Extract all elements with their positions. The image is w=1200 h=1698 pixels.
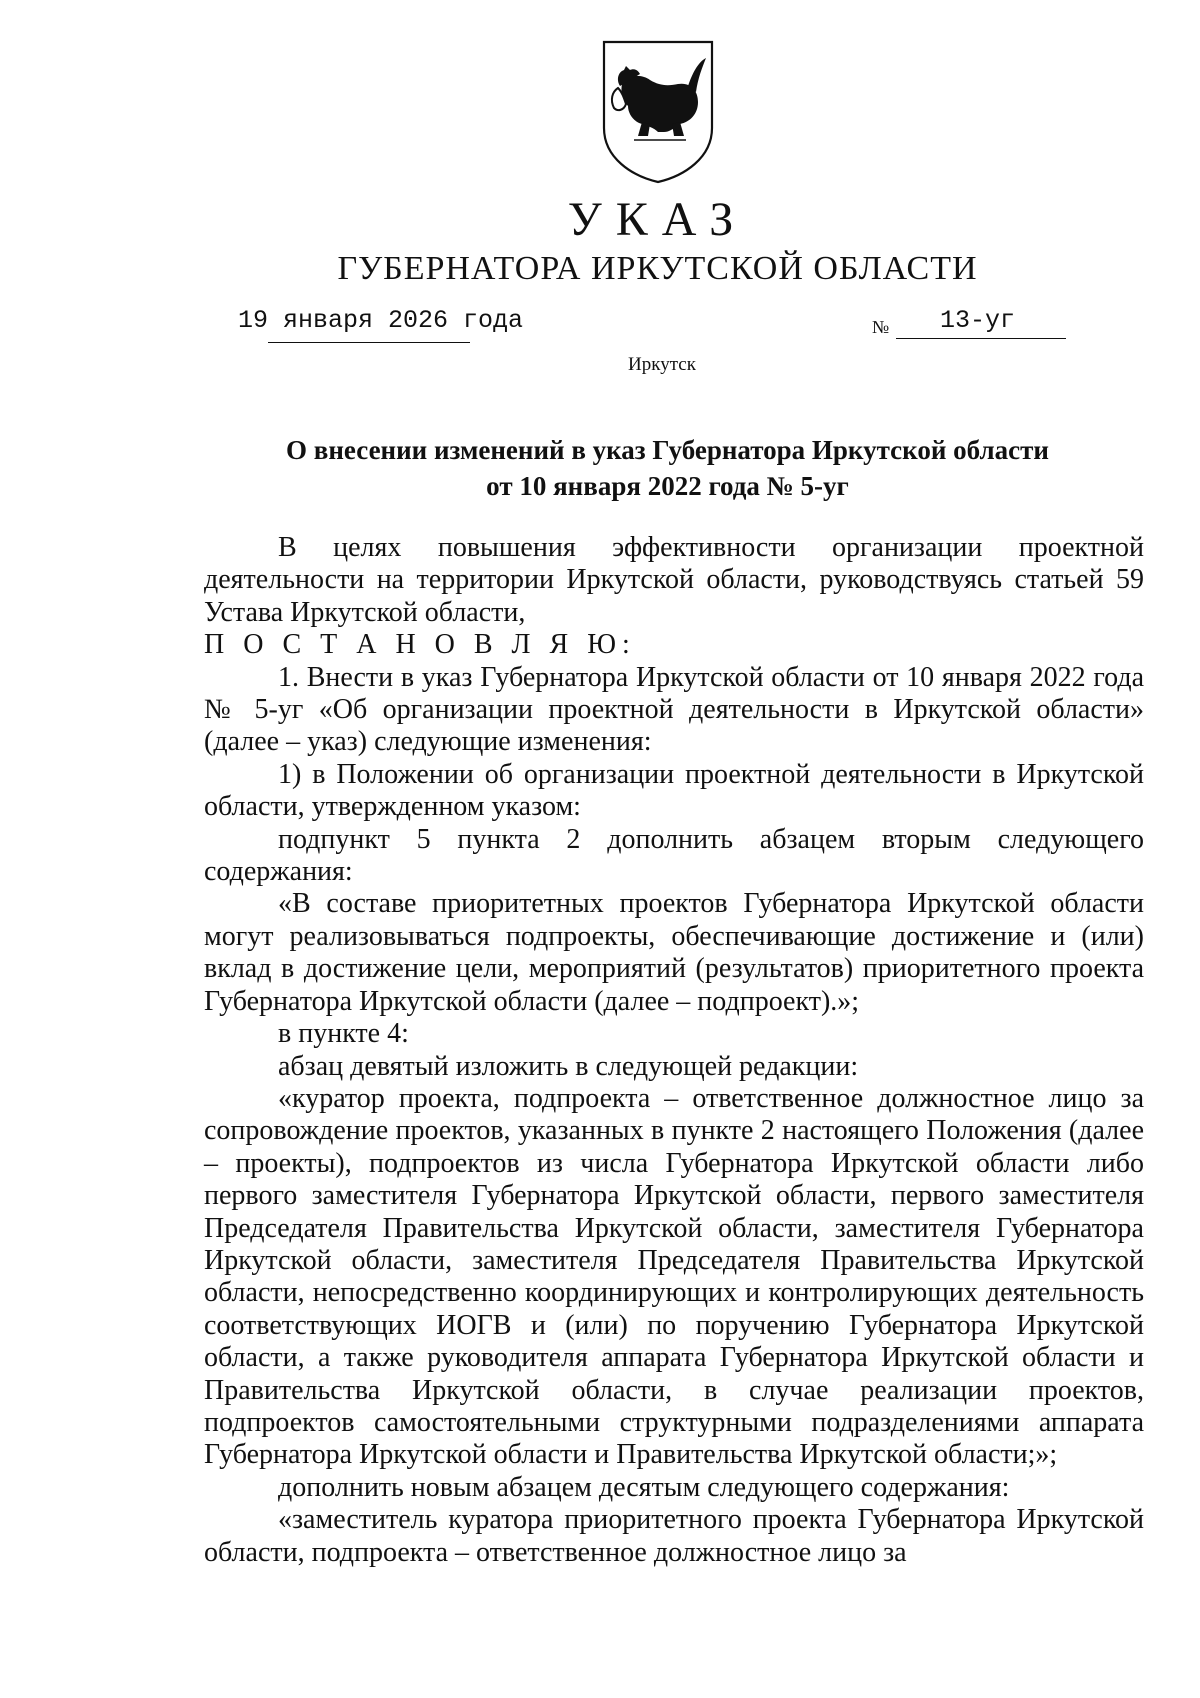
coat-of-arms-icon xyxy=(598,36,718,186)
body-paragraph: дополнить новым абзацем десятым следующего содержания: xyxy=(278,1471,1010,1503)
body-paragraph: «куратор проекта, подпроекта – ответственное должностное лицо за сопровождение проектов, указанных в пункте 2 настоящего Положения (далее – проекты), подпроектов из числа Губернатора Иркутской области либо первого заместителя Губернатора Иркутской области, первого заместителя Председателя Правительства Иркутской области, заместителя Губернатора Иркутской области, заместителя Председателя Правительства Иркутской области, непосредственно координирующих и контролирующих деятельность соответствующих ИОГВ и (или) по поручению Губернатора Иркутской области, а также руководителя аппарата Губернатора Иркутской области и Правительства Иркутской области, в случае реализации проектов, подпроектов самостоятельными структурными подразделениями аппарата Губернатора Иркутской области и Правительства Иркутской области;»; xyxy=(204,1082,1144,1471)
preamble: В целях повышения эффективности организации проектной деятельности на территории Иркутской области, руководствуясь статьей 59 Устава Иркутской области, xyxy=(204,532,1144,628)
document-body xyxy=(204,532,1144,1569)
body-paragraph: 1) в Положении об организации проектной деятельности в Иркутской области, утвержденном указом: xyxy=(204,758,1144,823)
subject-line-2: от 10 января 2022 года № 5-уг xyxy=(486,471,849,501)
subject-line-1: О внесении изменений в указ Губернатора Иркутской области xyxy=(286,435,1049,465)
decree-word: П О С Т А Н О В Л Я Ю: xyxy=(204,629,636,661)
document-date: 19 января 2026 года xyxy=(238,306,524,335)
number-sign: № xyxy=(872,317,890,337)
document-title: УКАЗ xyxy=(567,193,748,246)
date-underline xyxy=(268,342,470,343)
document-subject xyxy=(200,432,1135,504)
document-city: Иркутск xyxy=(628,354,696,375)
body-paragraph: в пункте 4: xyxy=(278,1018,409,1050)
document-number: 13-уг xyxy=(940,306,1016,335)
body-paragraph: 1. Внести в указ Губернатора Иркутской области от 10 января 2022 года № 5-уг «Об организации проектной деятельности в Иркутской области» (далее – указ) следующие изменения: xyxy=(204,661,1144,758)
number-underline xyxy=(896,338,1066,339)
body-paragraph: «В составе приоритетных проектов Губернатора Иркутской области могут реализовываться подпроекты, обеспечивающие достижение и (или) вклад в достижение цели, мероприятий (результатов) приоритетного проекта Губернатора Иркутской области (далее – подпроект).»; xyxy=(204,888,1144,1017)
body-paragraph: абзац девятый изложить в следующей редакции: xyxy=(278,1050,859,1082)
document-issuer: ГУБЕРНАТОРА ИРКУТСКОЙ ОБЛАСТИ xyxy=(337,250,978,287)
body-paragraph-continued: «заместитель куратора приоритетного проекта Губернатора Иркутской области, подпроекта – ответственное должностное лицо за xyxy=(204,1504,1144,1568)
body-paragraph: подпункт 5 пункта 2 дополнить абзацем вторым следующего содержания: xyxy=(204,823,1144,888)
